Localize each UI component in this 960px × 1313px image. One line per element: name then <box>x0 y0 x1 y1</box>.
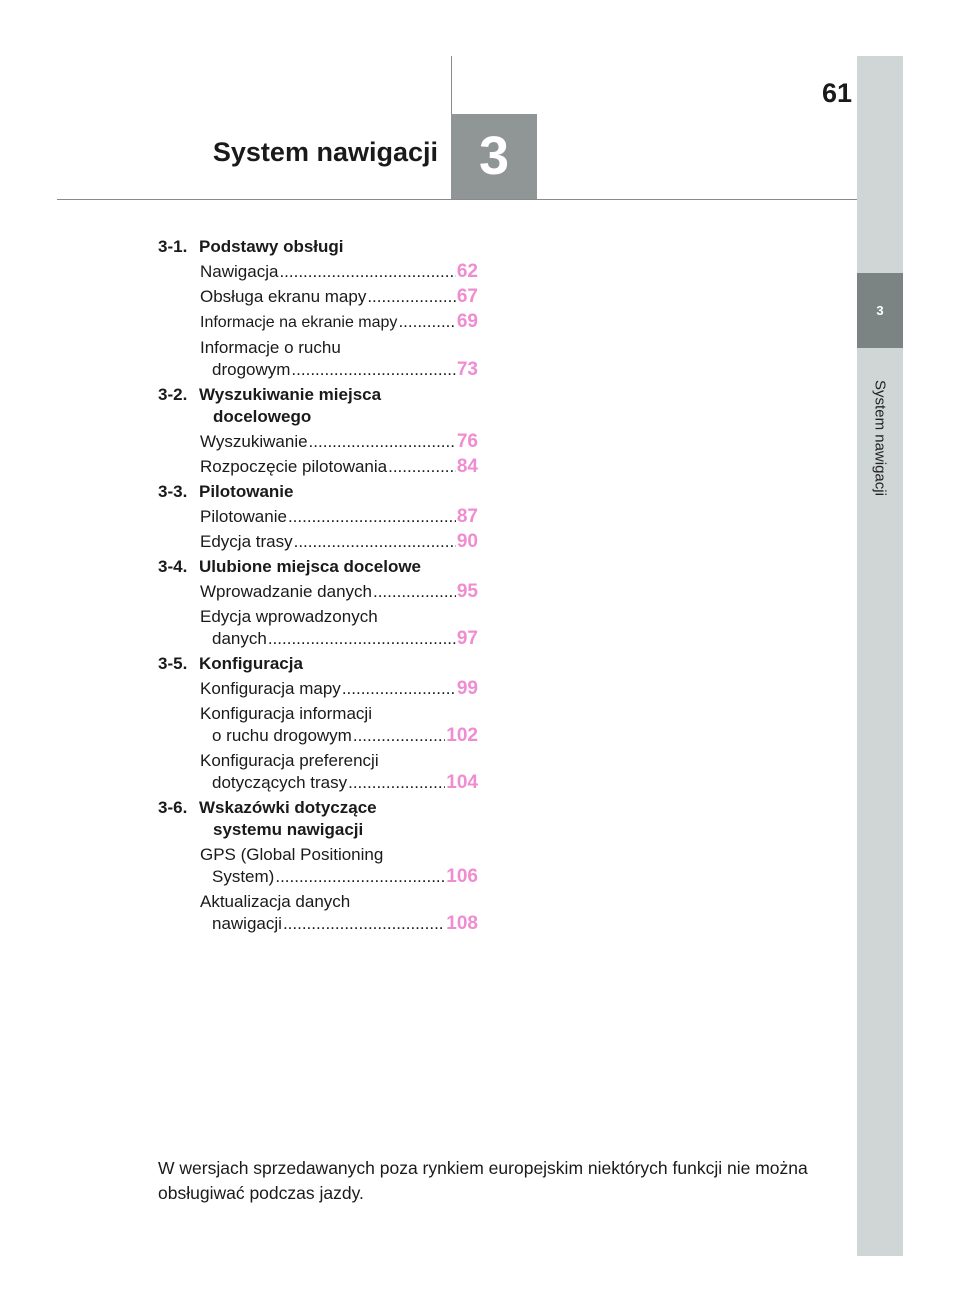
toc-entry[interactable] <box>200 750 478 794</box>
toc-entry[interactable] <box>200 581 478 603</box>
toc-entry[interactable] <box>200 678 478 700</box>
toc-entry-label: Edycja wprowadzonych <box>200 607 378 626</box>
toc-entry-line <box>200 725 478 747</box>
toc-page-link[interactable]: 102 <box>446 725 478 746</box>
toc-entry-label: Edycja trasy <box>200 532 293 551</box>
toc-section-number: 3-6. <box>158 798 188 817</box>
toc-section-title: Pilotowanie <box>199 482 294 501</box>
toc-entry-label: Nawigacja <box>200 262 279 281</box>
toc-entry-label: GPS (Global Positioning <box>200 845 384 864</box>
toc-entry[interactable] <box>200 506 478 528</box>
toc-entry-line <box>200 456 478 478</box>
toc-entry-label: drogowym <box>212 360 291 379</box>
toc-page-link[interactable]: 69 <box>456 311 478 332</box>
toc-entry-label: nawigacji <box>212 914 282 933</box>
side-tab <box>857 56 903 1256</box>
toc-entry[interactable] <box>200 891 478 935</box>
toc-entry-line <box>200 261 478 283</box>
page-number: 61 <box>821 78 852 108</box>
toc-entry-line <box>200 678 478 700</box>
toc-entry[interactable] <box>200 844 478 888</box>
chapter-number-box: 3 <box>451 114 537 199</box>
toc-section-heading <box>158 236 478 258</box>
toc-section-heading <box>158 384 478 428</box>
toc-page-link[interactable]: 108 <box>446 913 478 934</box>
toc-leader-dots <box>353 725 445 747</box>
toc-section-title-cont: systemu nawigacji <box>213 820 364 839</box>
toc-entry-label: Konfiguracja informacji <box>200 704 372 723</box>
toc-entry-label: Obsługa ekranu mapy <box>200 287 367 306</box>
toc-leader-dots <box>283 913 445 935</box>
toc-entry-label: danych <box>212 629 267 648</box>
toc-page-link[interactable]: 104 <box>446 772 478 793</box>
side-tab-number[interactable]: 3 <box>857 273 903 348</box>
toc-section-number: 3-2. <box>158 385 188 404</box>
toc-entry-label: Aktualizacja danych <box>200 892 351 911</box>
toc-entry-line <box>200 359 478 381</box>
header-divider-horizontal <box>57 199 857 200</box>
toc-entry-label: Informacje na ekranie mapy <box>200 314 398 331</box>
toc-page-link[interactable]: 76 <box>456 431 478 452</box>
toc-leader-dots <box>309 431 456 453</box>
toc-section-number: 3-1. <box>158 237 188 256</box>
toc-leader-dots <box>275 866 445 888</box>
toc-entry-label: System) <box>212 867 275 886</box>
toc-entry[interactable] <box>200 261 478 283</box>
toc-entry[interactable] <box>200 286 478 308</box>
toc-leader-dots <box>288 506 456 528</box>
toc-page-link[interactable]: 95 <box>456 581 478 602</box>
toc-leader-dots <box>398 311 455 333</box>
side-tab-label: System nawigacji <box>871 380 889 496</box>
toc-entry[interactable] <box>200 531 478 553</box>
toc-section-title: Wskazówki dotyczące <box>199 798 377 817</box>
toc-entry-label: Konfiguracja mapy <box>200 679 341 698</box>
toc-entry-label: Pilotowanie <box>200 507 287 526</box>
toc-entry[interactable] <box>200 311 478 334</box>
toc-entry-line <box>200 431 478 453</box>
toc-entry-line <box>200 772 478 794</box>
toc-section-title: Ulubione miejsca docelowe <box>199 557 422 576</box>
chapter-title: System nawigacji <box>212 137 438 167</box>
toc-page-link[interactable]: 97 <box>456 628 478 649</box>
toc-entry-label: Rozpoczęcie pilotowania <box>200 457 388 476</box>
toc-entry-label: Wprowadzanie danych <box>200 582 372 601</box>
toc-entry-line <box>200 311 478 334</box>
toc-leader-dots <box>342 678 456 700</box>
toc-entry-label: dotyczących trasy <box>212 773 348 792</box>
toc-section-title: Wyszukiwanie miejsca <box>199 385 382 404</box>
toc-leader-dots <box>373 581 456 603</box>
toc-entry[interactable] <box>200 456 478 478</box>
toc-entry-line <box>200 286 478 308</box>
toc-entry-label: o ruchu drogowym <box>212 726 352 745</box>
toc-entry-line <box>200 506 478 528</box>
toc-section-heading <box>158 556 478 578</box>
toc-page-link[interactable]: 106 <box>446 866 478 887</box>
toc-entry-line <box>200 866 478 888</box>
toc-section-heading <box>158 797 478 841</box>
toc-section-title-cont: docelowego <box>213 407 312 426</box>
toc-entry-line <box>200 628 478 650</box>
toc-page-link[interactable]: 87 <box>456 506 478 527</box>
toc-section-number: 3-4. <box>158 557 188 576</box>
toc-leader-dots <box>348 772 445 794</box>
toc-page-link[interactable]: 67 <box>456 286 478 307</box>
toc-section-number: 3-3. <box>158 482 188 501</box>
toc-page-link[interactable]: 62 <box>456 261 478 282</box>
toc-entry-label: Wyszukiwanie <box>200 432 308 451</box>
toc-section-number: 3-5. <box>158 654 188 673</box>
toc-page-link[interactable]: 84 <box>456 456 478 477</box>
toc-leader-dots <box>294 531 456 553</box>
toc-leader-dots <box>291 359 455 381</box>
toc-entry-line <box>200 913 478 935</box>
toc-entry-line <box>200 581 478 603</box>
toc-entry[interactable] <box>200 337 478 381</box>
toc-entry-label: Informacje o ruchu <box>200 338 341 357</box>
table-of-contents <box>158 236 478 935</box>
toc-section-title: Podstawy obsługi <box>199 237 344 256</box>
header-divider-vertical <box>451 56 452 114</box>
toc-entry[interactable] <box>200 606 478 650</box>
footnote: W wersjach sprzedawanych poza rynkiem europejskim niektórych funkcji nie można obsługiwać podczas jazdy. <box>158 1158 808 1203</box>
toc-leader-dots <box>388 456 456 478</box>
toc-page-link[interactable]: 99 <box>456 678 478 699</box>
toc-section-title: Konfiguracja <box>199 654 303 673</box>
toc-page-link[interactable]: 90 <box>456 531 478 552</box>
toc-entry-line <box>200 531 478 553</box>
toc-section-heading <box>158 481 478 503</box>
toc-leader-dots <box>279 261 455 283</box>
toc-leader-dots <box>268 628 456 650</box>
toc-section-heading <box>158 653 478 675</box>
toc-entry[interactable] <box>200 431 478 453</box>
toc-page-link[interactable]: 73 <box>456 359 478 380</box>
toc-entry[interactable] <box>200 703 478 747</box>
toc-entry-label: Konfiguracja preferencji <box>200 751 379 770</box>
toc-leader-dots <box>367 286 456 308</box>
